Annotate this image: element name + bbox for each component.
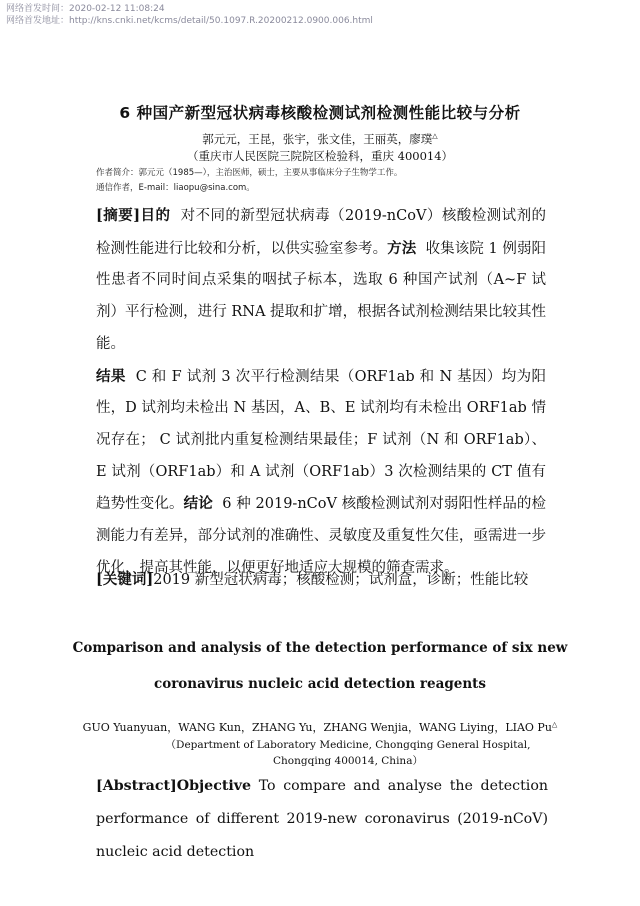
online-time: 2020-02-12 11:08:24: [69, 4, 165, 14]
cn-authors: [0, 131, 640, 147]
en-abstract: [96, 770, 548, 869]
cn-corr-mark: △: [432, 132, 438, 141]
cn-keywords: [96, 566, 566, 594]
online-url[interactable]: http://kns.cnki.net/kcms/detail/50.1097.R.20200212.0900.006.html: [69, 16, 373, 26]
cn-title: 6 种国产新型冠状病毒核酸检测试剂检测性能比较与分析: [119, 104, 521, 122]
cn-methods-label: 方法: [387, 239, 417, 257]
cn-methods: 收集该院 1 例弱阳性患者不同时间点采集的咽拭子标本，选取 6 种国产试剂（A~F 试剂）平行检测，进行 RNA 提取和扩增，根据各试剂检测结果比较其性能。: [96, 240, 547, 352]
cn-keywords-text: 2019 新型冠状病毒；核酸检测；试剂盒，诊断；性能比较: [153, 572, 529, 588]
online-url-line: [6, 15, 373, 27]
cn-results: C 和 F 试剂 3 次平行检测结果（ORF1ab 和 N 基因）均为阳性，D 试剂均未检出 N 基因，A、B、E 试剂均有未检出 ORF1ab 情况存在； C 试剂批内重复检测结果最佳；F 试剂（N 和 ORF1ab）、E 试剂（ORF1ab）和 A 试剂（ORF1ab）3 次检测结果的 CT 值有趋势性变化。: [96, 368, 546, 513]
en-title-line2: coronavirus nucleic acid detection reagents: [153, 676, 487, 692]
cn-abstract-label: [摘要]: [96, 207, 141, 224]
online-time-line: [6, 3, 373, 15]
online-time-label: 网络首发时间：: [6, 4, 70, 14]
cn-author-note: 作者简介：郭元元（1985—），主治医师，硕士，主要从事临床分子生物学工作。: [96, 168, 403, 178]
cn-results-label: 结果: [96, 367, 126, 385]
en-authors: [0, 719, 640, 735]
en-affiliation: （Department of Laboratory Medicine, Chongqing General Hospital, Chongqing 400014, China）: [165, 739, 531, 767]
en-title-line1: Comparison and analysis of the detection performance of six new: [72, 640, 568, 656]
cn-affiliation: （重庆市人民医院三院院区检验科，重庆 400014）: [186, 149, 454, 163]
en-abstract-label: [Abstract]: [96, 778, 177, 794]
cn-keywords-label: [关键词]: [96, 571, 154, 588]
en-objective-label: Objective: [176, 778, 252, 794]
cn-conclusion: 6 种 2019-nCoV 核酸检测试剂对弱阳性样品的检测能力有差异，部分试剂的准确性、灵敏度及重复性欠佳，亟需进一步优化，提高其性能，以便更好地适应大规模的筛查需求。: [96, 496, 547, 576]
publication-meta: [6, 3, 373, 27]
cn-conclusion-label: 结论: [183, 495, 213, 513]
en-author-list: GUO Yuanyuan，WANG Kun，ZHANG Yu，ZHANG Wenjia，WANG Liying，LIAO Pu: [82, 721, 552, 734]
cn-author-list: 郭元元，王昆，张宇，张文佳，王丽英，廖璞: [202, 132, 433, 146]
cn-corr-note: 通信作者，E-mail：liaopu@sina.com。: [96, 183, 255, 193]
cn-objective-label: 目的: [140, 207, 171, 224]
cn-objective: 对不同的新型冠状病毒（2019-nCoV）核酸检测试剂的检测性能进行比较和分析，以供实验室参考。: [96, 208, 547, 257]
en-objective: To compare and analyse the detection performance of different 2019-new coronavirus (2019-nCoV) nucleic acid detection: [96, 778, 548, 860]
online-url-label: 网络首发地址：: [6, 16, 70, 26]
en-corr-mark: △: [551, 720, 558, 729]
cn-abstract: [96, 200, 546, 584]
